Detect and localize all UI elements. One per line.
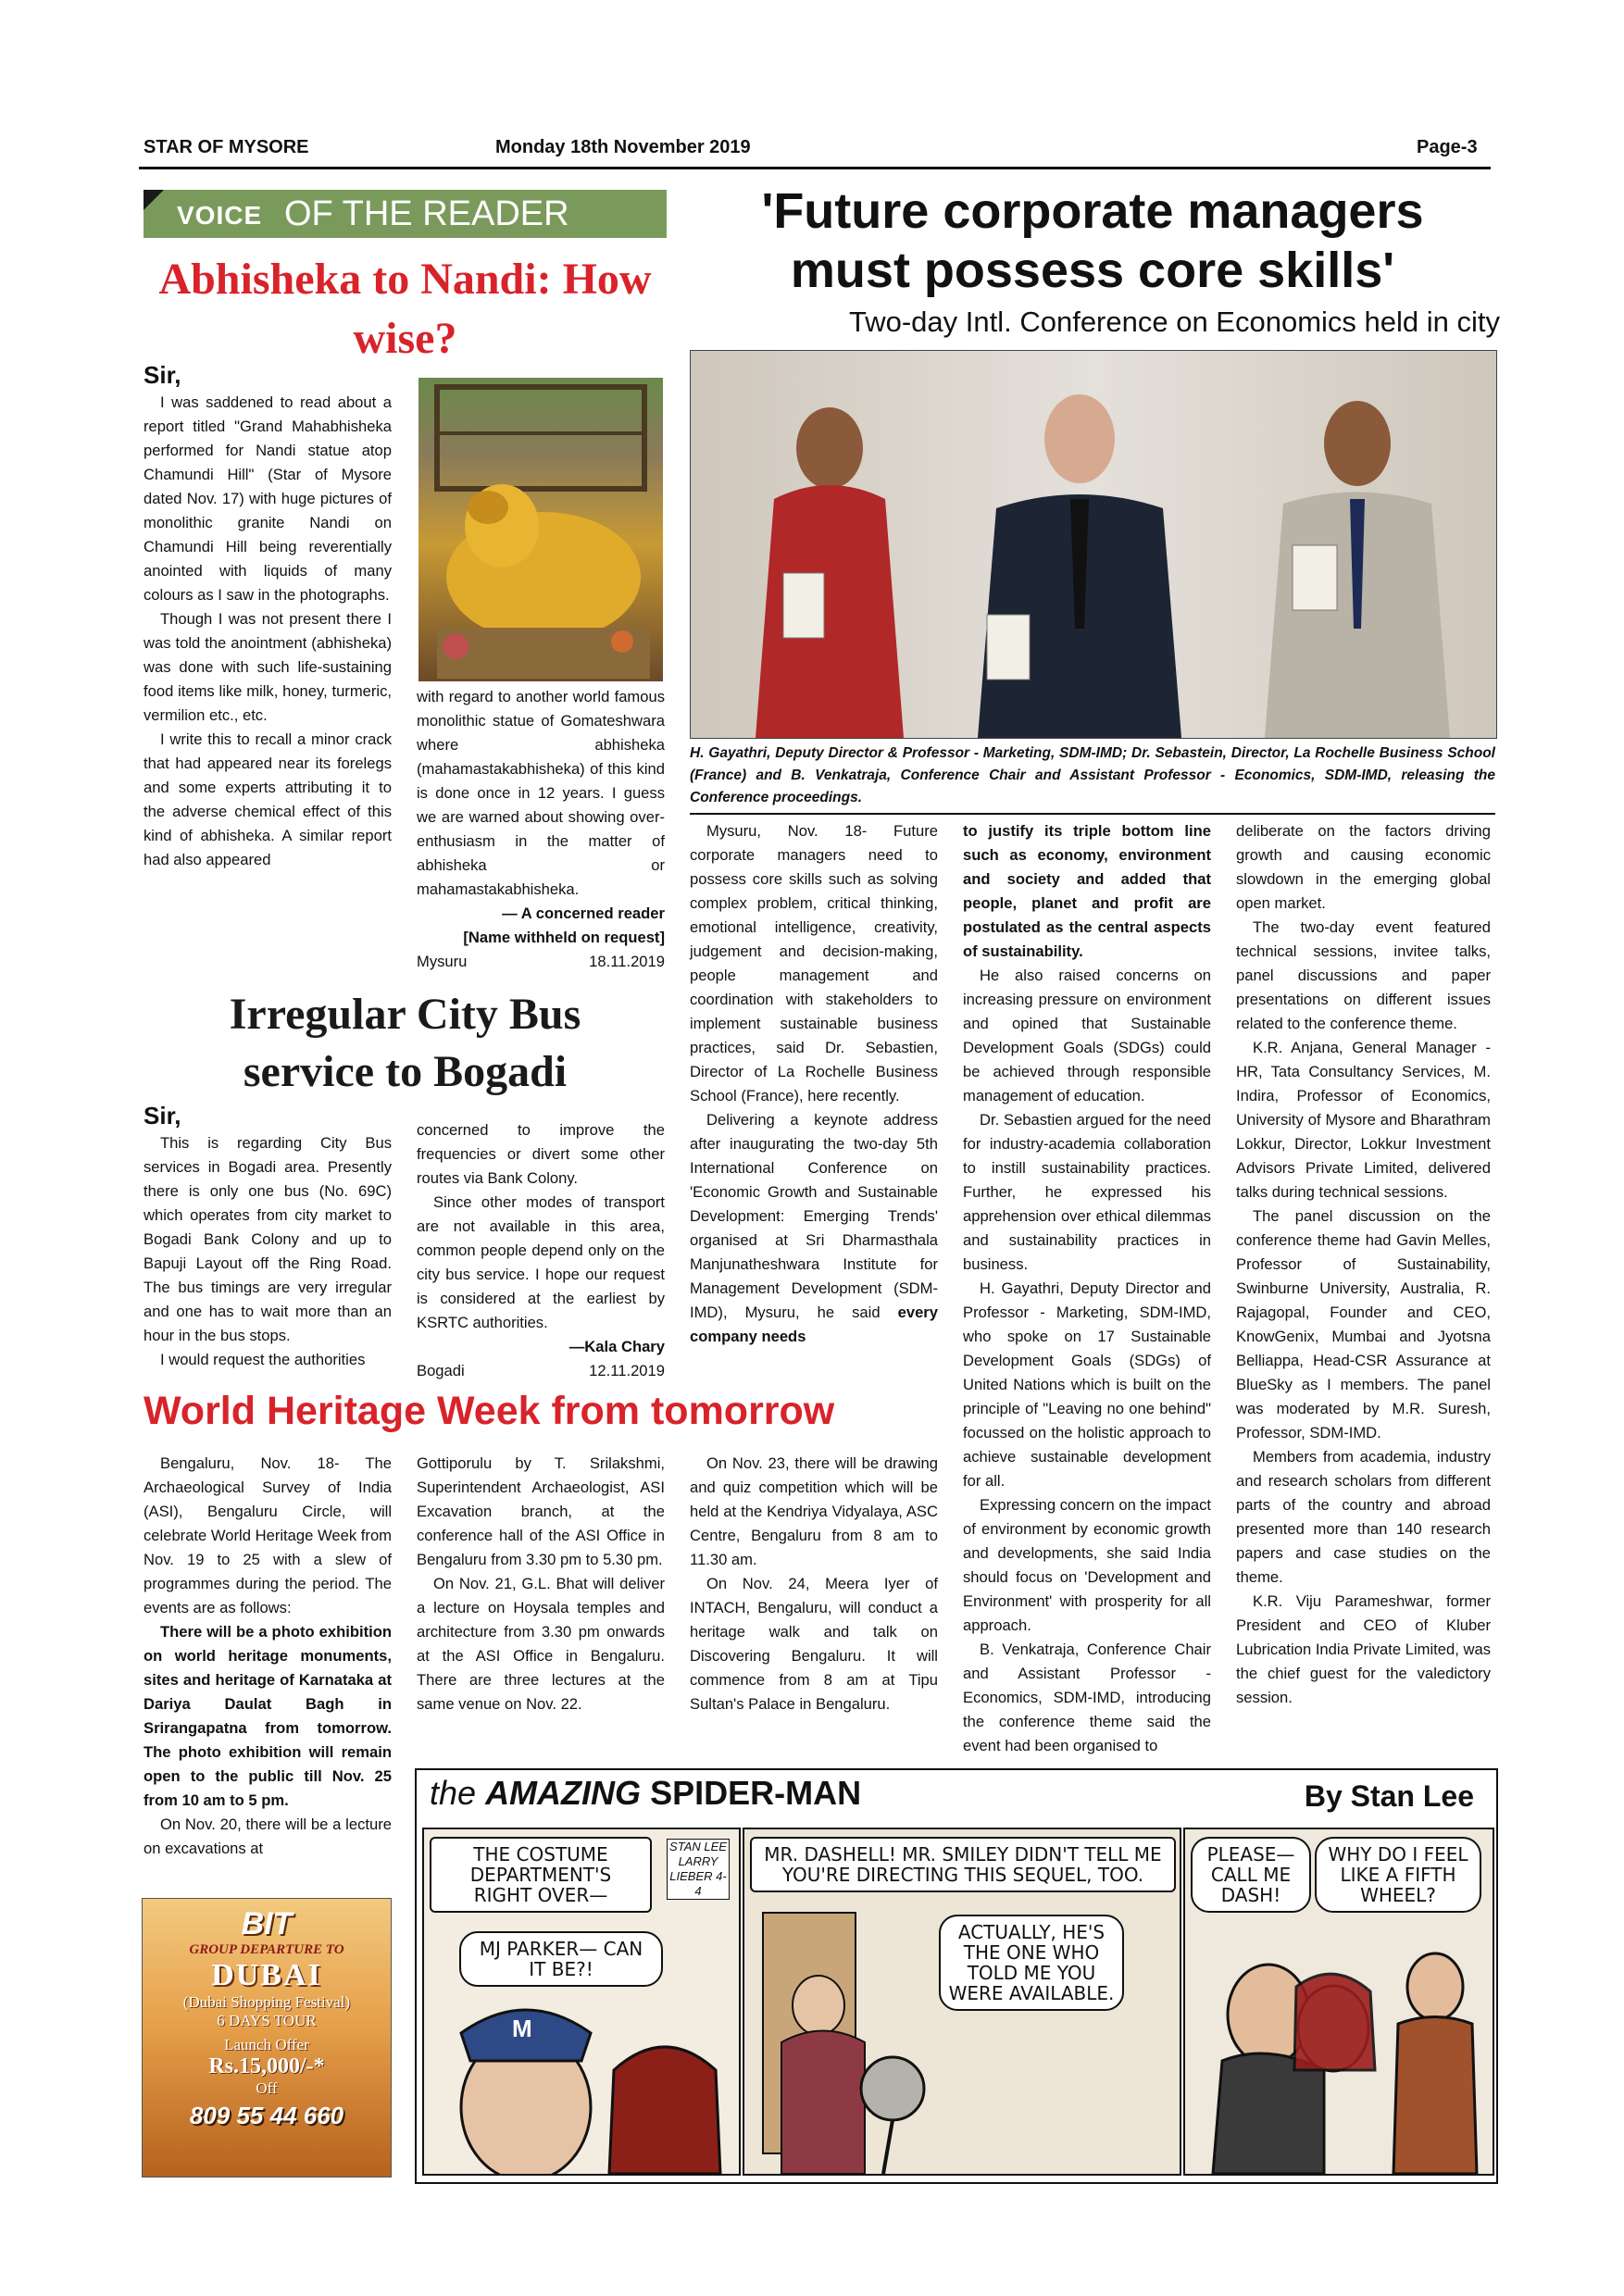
voice-tag-rest: OF THE READER [284, 194, 569, 233]
cap-letter: M [512, 2015, 532, 2042]
comic-bubble-5: PLEASE— CALL ME DASH! [1191, 1837, 1311, 1913]
main-para12: The panel discussion on the conference theme had Gavin Melles, Professor of Sustainability, Swinburne University, Australia, R. Rajagopal, Founder and CEO, KnowGenix, Mumbai and Jyotsna Belliappa, Head-CSR Assurance at BlueSky as I members. The panel was moderated by M.R. Suresh, Professor, SDM-IMD. [1236, 1207, 1491, 1441]
comic-bubble-1: THE COSTUME DEPARTMENT'S RIGHT OVER— [430, 1837, 652, 1913]
letter1-para3: I write this to recall a minor crack that had appeared near its forelegs and some experts attributing it to the adverse chemical effect of this kind of abhisheka. A similar report had also appeared [144, 730, 392, 868]
heritage-para3: On Nov. 20, there will be a lecture on excavations at [144, 1816, 392, 1857]
letter2-date: 12.11.2019 [589, 1362, 665, 1379]
main-para11: K.R. Anjana, General Manager - HR, Tata Consultancy Services, M. Indira, Professor of Economics, University of Mysore and Bharathram Lokkur, Director, Lokkur Investment Advisors Private Limited, delivered talks during technical sessions. [1236, 1039, 1491, 1201]
comic-panel-1 [422, 1828, 741, 2176]
comic-credit: STAN LEE LARRY LIEBER 4-4 [667, 1839, 730, 1900]
ad-line1: GROUP DEPARTURE TO [189, 1942, 344, 1957]
heritage-para4: Gottiporulu by T. Srilakshmi, Superintendent Archaeologist, ASI Excavation branch, at the conference hall of the ASI Office in Bengaluru from 3.30 pm to 5.30 pm. [417, 1454, 665, 1568]
main-para13: Members from academia, industry and research scholars from different parts of the country and abroad presented more than 140 research papers and case studies on the theme. [1236, 1448, 1491, 1586]
heritage-para6: On Nov. 23, there will be drawing and quiz competition which will be held at the Kendriya Vidyalaya, ASC Centre, Bengaluru from 8 am to 11.30 am. [690, 1454, 938, 1568]
voice-banner [144, 190, 667, 238]
heritage-col3 [690, 1452, 938, 1716]
ad-line2: DUBAI [211, 1958, 322, 1992]
nandi-illustration [418, 378, 663, 681]
main-col3 [1236, 819, 1491, 1710]
comic-panel-3 [1183, 1828, 1494, 2176]
ad-line5: Launch Offer [224, 2036, 309, 2053]
voice-tag: VOICE [177, 201, 263, 230]
main-para4: He also raised concerns on increasing pressure on environment and opined that Sustainable Development Goals (SDGs) could be achieved through responsible management of education. [963, 967, 1211, 1104]
letter1-col2-text: with regard to another world famous monolithic statue of Gomateshwara where abhisheka (mahamastakabhisheka) of this kind is done once in 12 years. I guess we are warned about showing over-enthusiasm in the matter of abhisheka or mahamastakabhisheka. [417, 688, 665, 898]
letter1-col1 [144, 363, 392, 872]
banner-corner [144, 190, 164, 210]
ad-line3: (Dubai Shopping Festival) [182, 1993, 351, 2011]
caption-rule [690, 813, 1495, 815]
letter2-salutation: Sir, [144, 1102, 181, 1129]
dubai-tour-ad[interactable] [142, 1898, 392, 2177]
letter2-para3: concerned to improve the frequencies or divert some other routes via Bank Colony. [417, 1121, 665, 1187]
comic-strip [415, 1768, 1498, 2184]
ad-logo: BIT [241, 1906, 293, 1941]
letter1-para1: I was saddened to read about a report titled "Grand Mahabhisheka performed for Nandi statue atop Chamundi Hill" (Star of Mysore dated Nov. 17) with huge pictures of monolithic granite Nandi on Chamundi Hill being reverentially anointed with liquids of many colours as I saw in the photographs. [144, 393, 392, 604]
letter1-date: 18.11.2019 [589, 953, 665, 970]
main-para1: Mysuru, Nov. 18- Future corporate managers need to possess core skills such as solving complex problem, critical thinking, emotional intelligence, creativity, judgement and decision-making, people management and coordination with stakeholders to implement sustainable business practices, said Dr. Sebastien, Director of La Rochelle Business School (France), here recently. [690, 822, 938, 1104]
letter1-title: Abhisheka to Nandi: How wise? [158, 255, 652, 363]
comic-panel-2 [743, 1828, 1181, 2176]
main-col1 [690, 819, 938, 1349]
heritage-col1 [144, 1452, 392, 1861]
ad-line6: Rs.15,000/-* [208, 2054, 325, 2078]
comic-byline: By Stan Lee [1304, 1779, 1474, 1813]
heritage-col2 [417, 1452, 665, 1716]
ad-line4: 6 DAYS TOUR [217, 2012, 317, 2029]
issue-date: Monday 18th November 2019 [495, 137, 751, 157]
heritage-para1: Bengaluru, Nov. 18- The Archaeological Survey of India (ASI), Bengaluru Circle, will celebrate World Heritage Week from Nov. 19 to 25 with a slew of programmes during the period. The events are as follows: [144, 1454, 392, 1616]
letter2-para1: This is regarding City Bus services in Bogadi area. Presently there is only one bus (No. 69C) which operates from city market to Bogadi Bank Colony and up to Bapuji Layout off the Ring Road. The bus timings are very irregular and one has to wait more than an hour in the bus stops. [144, 1134, 392, 1344]
conference-figures [691, 351, 1496, 738]
letter2-place-date [417, 1359, 665, 1383]
comic-title-the: the [430, 1774, 477, 1812]
letter2-title-line2: service to Bogadi [243, 1047, 568, 1096]
comic-panel-1-art [424, 1829, 739, 2174]
comic-panel-3-art [1185, 1829, 1493, 2174]
comic-title-amazing: AMAZING [485, 1774, 642, 1812]
comic-bubble-4: ACTUALLY, HE'S THE ONE WHO TOLD ME YOU WERE AVAILABLE. [939, 1915, 1124, 2011]
main-col2 [963, 819, 1211, 1758]
letter2-para4: Since other modes of transport are not available in this area, common people depend only on the city bus service. I hope our request is considered at the earliest by KSRTC authorities. [417, 1193, 665, 1331]
letter1-signoff-note: [Name withheld on request] [463, 929, 665, 946]
page-number: Page-3 [1417, 137, 1478, 157]
nandi-statue-photo [418, 378, 663, 681]
main-para9: deliberate on the factors driving growth and causing economic slowdown in the emerging global open market. [1236, 822, 1491, 912]
main-subhead: Two-day Intl. Conference on Economics held in city [848, 306, 1500, 338]
letter2-col2 [417, 1118, 665, 1383]
paper-name: STAR OF MYSORE [144, 137, 309, 157]
comic-panel-2-art [744, 1829, 1180, 2174]
main-para3: to justify its triple bottom line such as economy, environment and society and added that people, planet and profit are postulated as the central aspects of sustainability. [963, 822, 1211, 960]
main-para14: K.R. Viju Parameshwar, former President and CEO of Kluber Lubrication India Private Limited, was the chief guest for the valedictory session. [1236, 1592, 1491, 1706]
main-headline [685, 181, 1500, 300]
main-para5: Dr. Sebastien argued for the need for industry-academia collaboration to instill sustainability practices. Further, he expressed his apprehension over ethical dilemmas and sustainability practices in business. [963, 1111, 1211, 1273]
letter1-signoff: — A concerned reader [502, 905, 665, 922]
letter1-place: Mysuru [417, 953, 468, 970]
letter1-salutation: Sir, [144, 361, 181, 389]
letter1-col2 [417, 685, 665, 974]
main-para2-bold: every company needs [690, 1304, 938, 1345]
heritage-title: World Heritage Week from tomorrow [144, 1389, 835, 1433]
letter1-place-date [417, 950, 665, 974]
comic-title [430, 1774, 861, 1813]
main-para2: Delivering a keynote address after inaugurating the two-day 5th International Conference on 'Economic Growth and Sustainable Development: Emerging Trends' organised at Sri Dharmasthala Manjunatheshwara Institute for Management Development (SDM-IMD), Mysuru, he said every company needs [690, 1111, 938, 1345]
heritage-para2: There will be a photo exhibition on world heritage monuments, sites and heritage of Karnataka at Dariya Daulat Bagh in Srirangapatna from tomorrow. The photo exhibition will remain open to the public till Nov. 25 from 10 am to 5 pm. [144, 1623, 392, 1809]
main-headline-line2: must possess core skills' [790, 243, 1395, 298]
header-rule [139, 167, 1491, 169]
letter2-col1 [144, 1104, 392, 1372]
comic-bubble-2: MJ PARKER— CAN IT BE?! [459, 1931, 663, 1987]
comic-bubble-3: MR. DASHELL! MR. SMILEY DIDN'T TELL ME YOU'RE DIRECTING THIS SEQUEL, TOO. [750, 1837, 1176, 1892]
letter2-title-line1: Irregular City Bus [229, 990, 581, 1039]
letter2-para2: I would request the authorities [160, 1351, 366, 1368]
comic-title-rest: SPIDER-MAN [650, 1774, 862, 1812]
main-headline-line1: 'Future corporate managers [761, 183, 1424, 239]
letter2-signoff: —Kala Chary [568, 1338, 665, 1355]
main-para8: B. Venkatraja, Conference Chair and Assistant Professor - Economics, SDM-IMD, introducing the conference theme said the event had been organised to [963, 1641, 1211, 1754]
main-para10: The two-day event featured technical sessions, invitee talks, panel discussions and paper presentations on different issues related to the conference theme. [1236, 918, 1491, 1032]
main-para7: Expressing concern on the impact of environment by economic growth and developments, she said India should focus on 'Development and Environment' with prosperity for all approach. [963, 1496, 1211, 1634]
photo-caption: H. Gayathri, Deputy Director & Professor - Marketing, SDM-IMD; Dr. Sebastein, Director, La Rochelle Business School (France) and B. Venkatraja, Conference Chair and Assistant Professor - Economics, SDM-IMD, releasing the Conference proceedings. [690, 745, 1495, 805]
letter2-title [153, 986, 657, 1101]
conference-photo [690, 350, 1497, 739]
ad-phone: 809 55 44 660 [189, 2102, 344, 2129]
heritage-para7: On Nov. 24, Meera Iyer of INTACH, Bengaluru, will conduct a heritage walk and talk on Discovering Bengaluru. It will commence from 8 am at Tipu Sultan's Palace in Bengaluru. [690, 1575, 938, 1713]
ad-line7: Off [256, 2079, 278, 2097]
comic-bubble-6: WHY DO I FEEL LIKE A FIFTH WHEEL? [1315, 1837, 1481, 1913]
letter2-place: Bogadi [417, 1362, 465, 1379]
main-para6: H. Gayathri, Deputy Director and Professor - Marketing, SDM-IMD, who spoke on 17 Sustainable Development Goals (SDGs) of United Nations which is built on the principle of "Leaving no one behind" focussed on the holistic approach to achieve sustainable development for all. [963, 1279, 1211, 1490]
heritage-para5: On Nov. 21, G.L. Bhat will deliver a lecture on Hoysala temples and architecture from 3.30 pm onwards at the ASI Office in Bengaluru. There are three lectures at the same venue on Nov. 22. [417, 1575, 665, 1713]
letter1-para2: Though I was not present there I was told the anointment (abhisheka) was done with such life-sustaining food items like milk, honey, turmeric, vermilion etc., etc. [144, 610, 392, 724]
